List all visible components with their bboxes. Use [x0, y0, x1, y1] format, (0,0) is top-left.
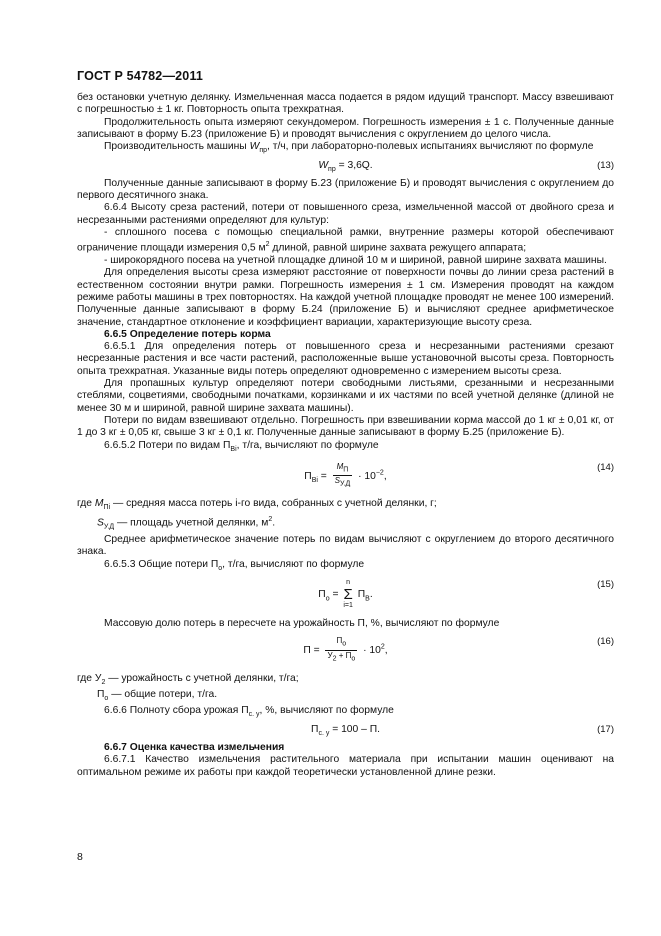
equation-number: (13)	[597, 159, 614, 171]
paragraph: Среднее арифметическое значение потерь по видам вычисляют с округлением до второго десятичного знака.	[77, 534, 614, 558]
equation-13: $W_{пр} = 3,6Q$. (13)	[318, 159, 614, 173]
equation-number: (16)	[597, 636, 614, 648]
paragraph: 6.6.5.1 Для определения потерь от повышенного среза и несрезанными растениями срезают несрезанные растения и все части растений, расположенные выше установочной высоты среза. Повторность опыта трехкратная. Указанные виды потерь определяют одновременно с измерением высоты среза.	[77, 341, 614, 377]
equation-number: (14)	[597, 461, 614, 473]
equation-17: $П_{с. у} = 100 - П$. (17)	[311, 723, 614, 737]
legend-line: $П_о$ — общие потери, т/га.	[97, 688, 218, 702]
paragraph: Продолжительность опыта измеряют секундомером. Погрешность измерения ± 1 с. Полученные данные записывают в форму Б.23 (приложение Б) и проводят вычисления с округлением до целого числа.	[77, 116, 614, 140]
page-number: 8	[77, 851, 83, 863]
equation-number: (15)	[597, 579, 614, 591]
legend-line: где $У_2$ — урожайность с учетной делянки, т/га;	[77, 672, 299, 686]
paragraph: 6.6.4 Высоту среза растений, потери от повышенного среза, измельченной массой от двойного среза и несрезанными растениями определяют для культур:	[77, 202, 614, 226]
paragraph: без остановки учетную делянку. Измельченная масса подается в рядом идущий транспорт. Массу взвешивают с погрешностью ± 1 кг. Повторность опыта трехкратная.	[77, 92, 614, 116]
paragraph: 6.6.5.2 Потери по видам $П_{Вi}$, т/га, вычисляют по формуле	[104, 439, 379, 453]
paragraph: Полученные данные записывают в форму Б.23 (приложение Б) и проводят вычисления с округлением до первого десятичного знака.	[77, 177, 614, 202]
document-body	[77, 92, 614, 779]
paragraph: Для пропашных культур определяют потери свободными листьями, срезанными и несрезанными стеблями, соцветиями, свободными початками, корзинками и их частями по всей учетной делянке (длиной не менее 30 м и шириной, равной ширине захвата машины).	[77, 378, 614, 414]
page-header: ГОСТ Р 54782—2011	[77, 69, 204, 83]
equation-14: $П_{Вi}$ = $\frac{M_П}{S_{У.Д}}$ · $10^{-2}$, (14)	[304, 461, 614, 489]
paragraph: Потери по видам взвешивают отдельно. Погрешность при взвешивании корма массой до 1 кг ± 0,01 кг, от 1 до 3 кг ± 0,05 кг, свыше 3 кг ± 0,1 кг. Полученные данные записывают в форму Б.25 (приложение Б).	[77, 414, 614, 439]
section-heading: 6.6.5 Определение потерь корма	[104, 328, 271, 340]
equation-number: (17)	[597, 723, 614, 735]
paragraph: 6.6.7.1 Качество измельчения растительного материала при испытании машин оценивают на оптимальном режиме их работы при каждой теоретически установленной длине резки.	[77, 754, 614, 778]
paragraph: 6.6.6 Полноту сбора урожая $П_{с. у}$, %, вычисляют по формуле	[104, 705, 394, 719]
paragraph: Для определения высоты среза измеряют расстояние от поверхности почвы до линии среза растений в естественном состоянии внутри рамки. Погрешность измерения ± 1 см. Измерения проводят на каждом режиме работы машины в трех повторностях. На каждой учетной площадке проводят не менее 100 измерений. Полученные данные записывают в форму Б.24 (приложение Б) и вычисляют среднее арифметическое значение, стандартное отклонение и коэффициент вариации, характеризующие высоту среза.	[77, 267, 614, 328]
paragraph: Массовую долю потерь в пересчете на урожайность П, %, вычисляют по формуле	[104, 618, 500, 630]
sum-symbol: n Σ i=1	[343, 579, 353, 610]
section-heading: 6.6.7 Оценка качества измельчения	[104, 741, 285, 753]
equation-15: $П_о = n$ Σ i=1 $П_В$. (15)	[318, 579, 614, 610]
paragraph: - широкорядного посева на учетной площадке длиной 10 м и шириной, равной ширине захвата машины.	[104, 255, 607, 267]
equation-16: П = $\frac{П_о}{У_2 + П_о}$ · $10^2$, (16)	[303, 636, 614, 663]
paragraph: - сплошного посева с помощью специальной рамки, внутренние размеры которой обеспечивают ограничение площади измерения 0,5 $м^2$ длиной, равной ширине захвата режущего аппарата;	[77, 227, 614, 254]
legend-line: где $M_{Пi}$ — средняя масса потерь i-го вида, собранных с учетной делянки, г;	[77, 498, 437, 512]
paragraph: 6.6.5.3 Общие потери $П_о$, т/га, вычисляют по формуле	[104, 558, 365, 572]
legend-line: $S_{У.Д}$ — площадь учетной делянки, $м^2$.	[97, 516, 276, 531]
paragraph: Производительность машины $W_{пр}$, т/ч, при лабораторно-полевых испытаниях вычисляют по формуле	[104, 141, 594, 155]
fraction: $\frac{M_П}{S_{У.Д}}$	[334, 461, 351, 489]
fraction: $\frac{П_о}{У_2 + П_о}$	[327, 636, 356, 663]
